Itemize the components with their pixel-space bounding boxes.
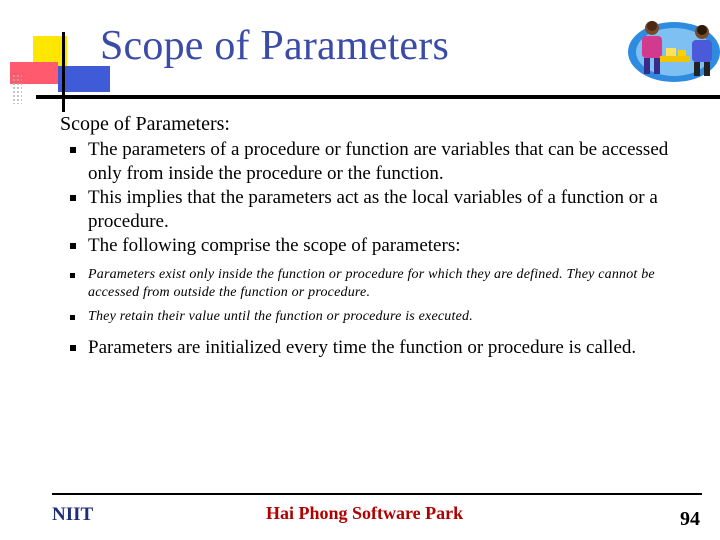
title-underline bbox=[36, 95, 720, 99]
page-number: 94 bbox=[680, 508, 700, 530]
list-item-text: Parameters are initialized every time the function or procedure is called. bbox=[88, 337, 637, 358]
bullet-icon bbox=[70, 195, 76, 201]
list-item bbox=[60, 138, 690, 186]
list-item bbox=[60, 336, 690, 360]
bullet-icon bbox=[70, 273, 75, 278]
sub-list-item bbox=[60, 308, 690, 326]
sub-list-item-text: Parameters exist only inside the function or procedure for which they are defined. They cannot be accessed from outside the function or procedure. bbox=[88, 267, 655, 300]
decor-vertical-rule bbox=[62, 32, 65, 112]
bullet-icon bbox=[70, 315, 75, 320]
footer-organization: Hai Phong Software Park bbox=[266, 503, 464, 523]
bullet-icon bbox=[70, 147, 76, 153]
list-item bbox=[60, 186, 690, 234]
list-item bbox=[60, 234, 690, 258]
slide-title: Scope of Parameters bbox=[100, 23, 450, 69]
meeting-people-icon bbox=[626, 14, 720, 84]
list-item-text: The following comprise the scope of parameters: bbox=[88, 235, 461, 256]
footer-divider bbox=[52, 493, 702, 495]
list-item-text: The parameters of a procedure or function are variables that can be accessed only from inside the procedure or the function. bbox=[88, 139, 669, 184]
decor-dot-grid bbox=[12, 74, 22, 104]
bullet-icon bbox=[70, 243, 76, 249]
bullet-icon bbox=[70, 345, 76, 351]
sub-list-item bbox=[60, 266, 690, 302]
list-item-text: This implies that the parameters act as the local variables of a function or a procedure. bbox=[88, 187, 658, 232]
sub-list-item-text: They retain their value until the function or procedure is executed. bbox=[88, 309, 473, 324]
slide-body bbox=[60, 112, 690, 360]
footer-brand: NIIT bbox=[52, 504, 94, 525]
lead-heading: Scope of Parameters: bbox=[60, 113, 230, 135]
